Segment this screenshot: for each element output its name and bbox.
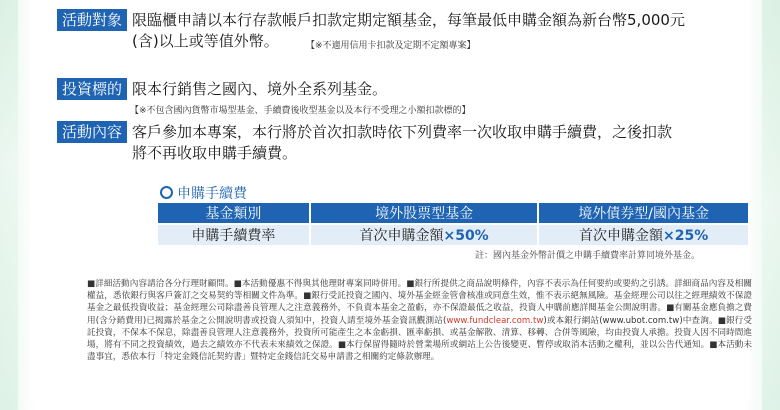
disclaimer-part1: ■詳細活動內容請洽各分行理財顧問。■本活動優惠不得與其他理財專案同時併用。■銀行所提供之商品說明條件，內容不表示為任何要約或要約之引誘。詳細商品內容及相關權益，悉依銀行與客戶簽訂之交易契約等相關文件為準。■銀行受託投資之國內、境外基金經金管會核准或同意生效，惟不表示絕無風險。基金經理公司以往之經理績效不保證基金之最低投資收益；基金經理公司除盡善良管理人之注意義務外，不負責本基金之盈虧，亦不保證最低之收益，投資人申購前應詳閱基金公開說明書。■有關基金應負擔之費用(含分銷費用)已揭露於基金之公開說明書或投資人須知中，投資人請至境外基金資訊觀測站( [87,279,752,326]
fee-table-note: 註：國內基金外幣計價之申購手續費率計算同境外基金。 [474,251,700,261]
left-decorative-edge [0,0,18,410]
funds-text: 限本行銷售之國內、境外全系列基金。 [132,80,388,98]
content-line1: 客戶參加本專案，本行將於首次扣款時依下列費率一次收取申購手續費，之後扣款 [132,123,673,141]
circle-bullet-icon [160,186,173,199]
fee-table-row [158,224,749,245]
fee-title [160,183,247,203]
fee-table-cell-bond [538,224,749,245]
content-line2: 將不再收取申購手續費。 [132,144,298,162]
target-note: 【※不適用信用卡扣款及定期不定額專案】 [306,41,476,51]
funds-tag: 投資標的 [57,78,127,100]
content-tag: 活動內容 [57,121,127,143]
fee-rate-equity: ×50% [443,228,489,244]
fee-title-text: 申購手續費 [177,186,247,202]
fee-table-header-category: 基金類別 [158,203,310,224]
fee-table-cell-equity [310,224,538,245]
fee-table-header-offshore-equity: 境外股票型基金 [310,203,538,224]
funds-note: 【※不包含國內貨幣市場型基金、手續費後收型基金以及本行不受理之小額扣款標的】 [130,106,471,116]
fundclear-link[interactable]: www.fundclear.com.tw [446,315,544,326]
target-tag: 活動對象 [57,9,127,31]
fee-table-header-bond-domestic: 境外債券型/國內基金 [538,203,749,224]
target-line2: (含)以上或等值外幣。 [132,32,279,50]
target-line1: 限臨櫃申請以本行存款帳戶扣款定期定額基金，每筆最低申購金額為新台幣5,000元 [132,11,685,29]
promo-card [30,0,750,400]
fee-rate-bond: ×25% [663,228,709,244]
fee-table-row-label: 申購手續費率 [158,224,310,245]
disclaimer-part2: )或本銀行網站(www.ubot.com.tw)中查詢。■銀行受託投資，不保本不保息，除盡善良管理人注意義務外，投資所可能產生之本金虧損、匯率虧損、或基金解散、清算、移轉、合併等風險，均由投資人承擔。投資人因不同時間進場，將有不同之投資績效，過去之績效亦不代表未來績效之保證。■本行保留得隨時於營業場所或網站上公告後變更、暫停或取消本活動之權利，並以公告代通知。■本活動未盡事宜，悉依本行「特定金錢信託契約書」暨特定金錢信託交易申請書之相關約定條款辦理。 [87,315,752,363]
fee-amount-label: 首次申購金額 [579,228,664,244]
right-decorative-edge [762,0,780,410]
fee-amount-label: 首次申購金額 [359,228,444,244]
fee-table-header-row [158,203,749,224]
disclaimer-text [87,278,752,363]
fee-table [158,203,750,245]
